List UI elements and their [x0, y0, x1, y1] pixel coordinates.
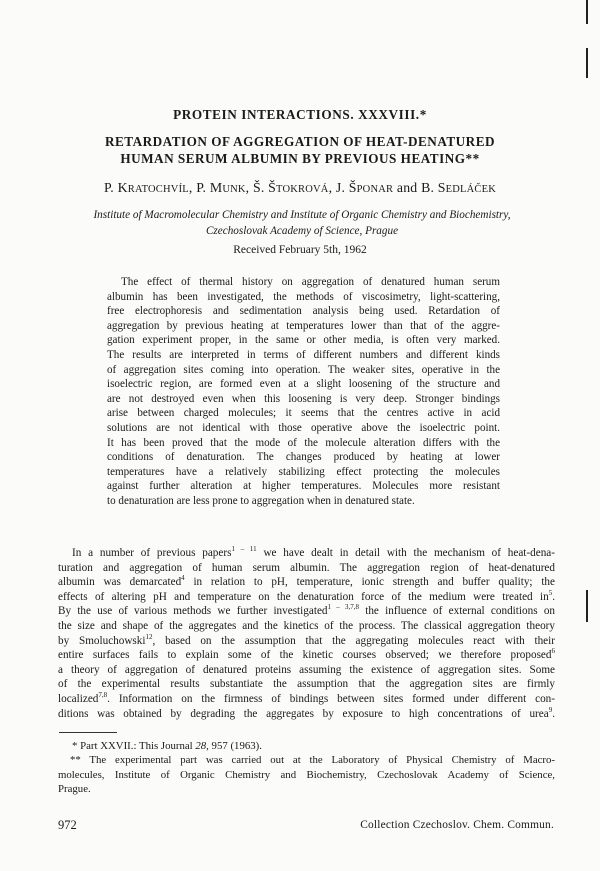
page-number: 972 [58, 818, 77, 832]
abstract-line: It has been proved that the mode of the molecule alteration differs with the [107, 436, 500, 449]
abstract-line: to denaturation are less prone to aggregation when in denatured state. [107, 494, 415, 507]
author-list: P. KRATOCHVÍL, P. MUNK, Š. ŠTOKROVÁ, J. ŠPONAR and B. SEDLÁČEK [103, 180, 497, 195]
abstract-line: against further alteration at higher temperatures. Molecules more resistant [107, 480, 500, 493]
citation-ref: 6 [551, 647, 555, 656]
abstract-line: isoelectric region, are formed even at a slight loosening of the structure and [107, 378, 500, 391]
body-line: a theory of aggregation of denatured proteins assuming the existence of aggregation sites. Some [58, 663, 555, 676]
footnote-1 [58, 739, 555, 754]
article-title-line: HUMAN SERUM ALBUMIN BY PREVIOUS HEATING** [120, 151, 480, 166]
abstract-line: are not destroyed even when this loosening is very deep. Stronger bindings [107, 392, 500, 405]
citation-ref: 12 [145, 632, 153, 641]
citation-ref: 1 – 11 [231, 545, 257, 553]
affiliation [52, 207, 552, 239]
footnote-line: molecules, Institute of Organic Chemistry and Biochemistry, Czechoslovak Academy of Science, [58, 768, 555, 781]
footnote-line: * Part XXVII.: This Journal 28, 957 (1963). [72, 740, 262, 752]
footnote-line: ** The experimental part was carried out at the Laboratory of Physical Chemistry of Macro- [70, 754, 555, 766]
abstract [107, 275, 500, 509]
body-line: effects of altering pH and temperature on the denaturation force of the medium were treated $in^5$. [58, 588, 555, 603]
abstract-line: arise between charged molecules; it seems that the centres active in acid [107, 407, 500, 420]
journal-name: Collection Czechoslov. Chem. Commun. [360, 819, 554, 831]
body-line: by Smoluchowski$^{12}$, based on the assumption that the aggregating molecules react with their [58, 632, 555, 647]
affiliation-line: Institute of Macromolecular Chemistry and Institute of Organic Chemistry and Biochemistry, [93, 209, 511, 221]
citation-ref: 5 [548, 588, 553, 597]
author: P. MUNK [196, 180, 246, 195]
scan-edge-mark-bottom [586, 590, 588, 622]
article-title [0, 133, 600, 167]
body-line: of the experimental results substantiate the assumption that the aggregation sites are firmly [58, 678, 555, 691]
scan-edge-mark-mid [586, 48, 588, 78]
abstract-line: free electrophoresis and sedimentation analysis being used. Retardation of [107, 305, 500, 318]
body-line: localized$^{7,8}$. Information on the firmness of bindings between sites formed under different con- [58, 690, 555, 705]
affiliation-line: Czechoslovak Academy of Science, Prague [205, 225, 399, 237]
abstract-line: albumin has been investigated, the methods of viscosimetry, light-scattering, [107, 290, 500, 303]
body-line: In a number of previous papers$^{1 - 11}$ we have dealt in detail with the mechanism of heat-dena- [72, 545, 555, 559]
article-title-line: RETARDATION OF AGGREGATION OF HEAT-DENATURED [104, 134, 496, 149]
body-line: albumin was demarcated$^4$ in relation to pH, temperature, ionic strength and buffer quality; the [58, 574, 555, 589]
abstract-line: conditions of denaturation. The changes produced by heating at lower [107, 451, 500, 464]
author: Š. ŠTOKROVÁ [252, 180, 329, 195]
author: B. SEDLÁČEK [421, 180, 497, 195]
footnote-2 [58, 753, 555, 797]
body-line: ditions was obtained by degrading the aggregates by exposure to high concentrations of urea$^9$. [58, 705, 555, 720]
footnote-line: Prague. [58, 783, 91, 796]
abstract-line: of aggregation sites coming into operation. The weaker sites, operative in the [107, 363, 500, 376]
body-line: By the use of various methods we further investigated$^{1 - 3,7,8}$ the influence of external conditions on [58, 603, 556, 618]
citation-ref: 1 – 3,7,8 [327, 603, 359, 612]
citation-ref: 7,8 [98, 690, 108, 699]
abstract-line: aggregation by previous heating at temperatures lower than that of the aggre- [107, 319, 500, 332]
abstract-line: gation experiment proper, in the same or other media, is often very marked. [107, 334, 500, 347]
author: P. KRATOCHVÍL [103, 180, 189, 195]
abstract-line: The results are interpreted in terms of different numbers and different kinds [107, 348, 500, 361]
body-line: turation and aggregation of human serum albumin. The aggregation region of heat-denatured [58, 561, 555, 574]
footnote-rule [59, 732, 117, 733]
abstract-line: The effect of thermal history on aggregation of denatured human serum [121, 276, 500, 288]
scan-edge-mark-top [586, 0, 588, 24]
citation-ref: 4 [181, 574, 185, 583]
body-line: entire surfaces fails to explain some of the kinetic courses observed; we therefore proposed$^6$ [58, 647, 555, 662]
citation-ref: 9 [548, 705, 553, 714]
series-title: PROTEIN INTERACTIONS. XXXVIII.* [173, 107, 427, 122]
body-paragraph [58, 546, 555, 721]
received-date: Received February 5th, 1962 [233, 244, 367, 256]
body-line: the size and shape of the aggregates and the kinetics of the process. The classical aggregation theory [58, 619, 555, 632]
author: J. ŠPONAR [335, 180, 394, 195]
abstract-line: temperatures have a relatively stabilizing effect protecting the molecules [107, 465, 500, 478]
abstract-line: solutions are not identical with those operative above the isoelectric point. [107, 421, 500, 434]
